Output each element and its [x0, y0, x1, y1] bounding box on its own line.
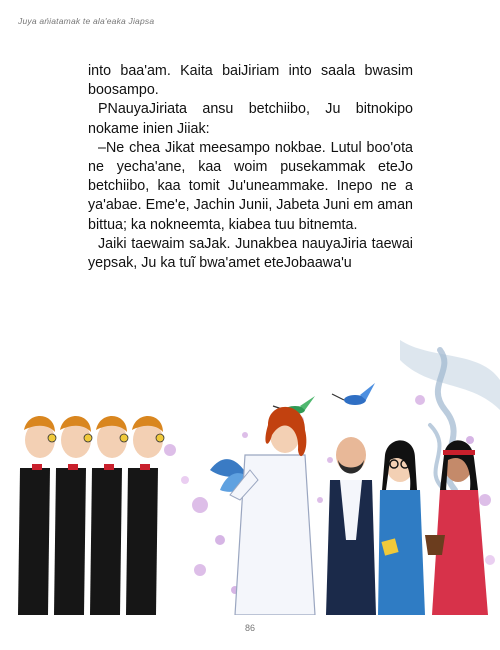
running-header: Juya ańiatamak te ala'eaka Jiapsa [18, 16, 155, 26]
groomsman [18, 416, 56, 615]
bride [230, 407, 315, 615]
hummingbird-icon [332, 383, 375, 405]
wedding-illustration [0, 340, 500, 615]
paragraph-3: –Ne chea Jikat meesampo nokbae. Lutul boo'ota ne yecha'ane, kaa woim pusekammak eteJo betchiibo, kaa tomit Ju'uneammake. Inepo ne a ya'abae. Eme'e, Jachin Junii, Jabeta Juni em aman bittua; ka nokneemta, kiabea tuu bitnemta. [88, 139, 413, 233]
body-text [88, 62, 413, 273]
groomsmen [18, 416, 164, 615]
page-number: 86 [244, 623, 255, 633]
guest-with-glasses [378, 440, 425, 615]
groomsman [90, 416, 128, 615]
paragraph-4: Jaiki taewaim saJak. Junakbea nauyaJiria taewai yepsak, Ju ka tuĩ bwa'amet eteJobaawa'u [88, 235, 413, 272]
paragraph-2: PNauyaJiriata ansu betchiibo, Ju bitnokipo nokame inien Jiiak: [88, 101, 413, 137]
officiant [326, 437, 376, 615]
groomsman [54, 416, 92, 615]
groomsman [126, 416, 164, 615]
paragraph-1: into baa'am. Kaita baiJiriam into saala bwasim boosampo. [88, 63, 413, 99]
